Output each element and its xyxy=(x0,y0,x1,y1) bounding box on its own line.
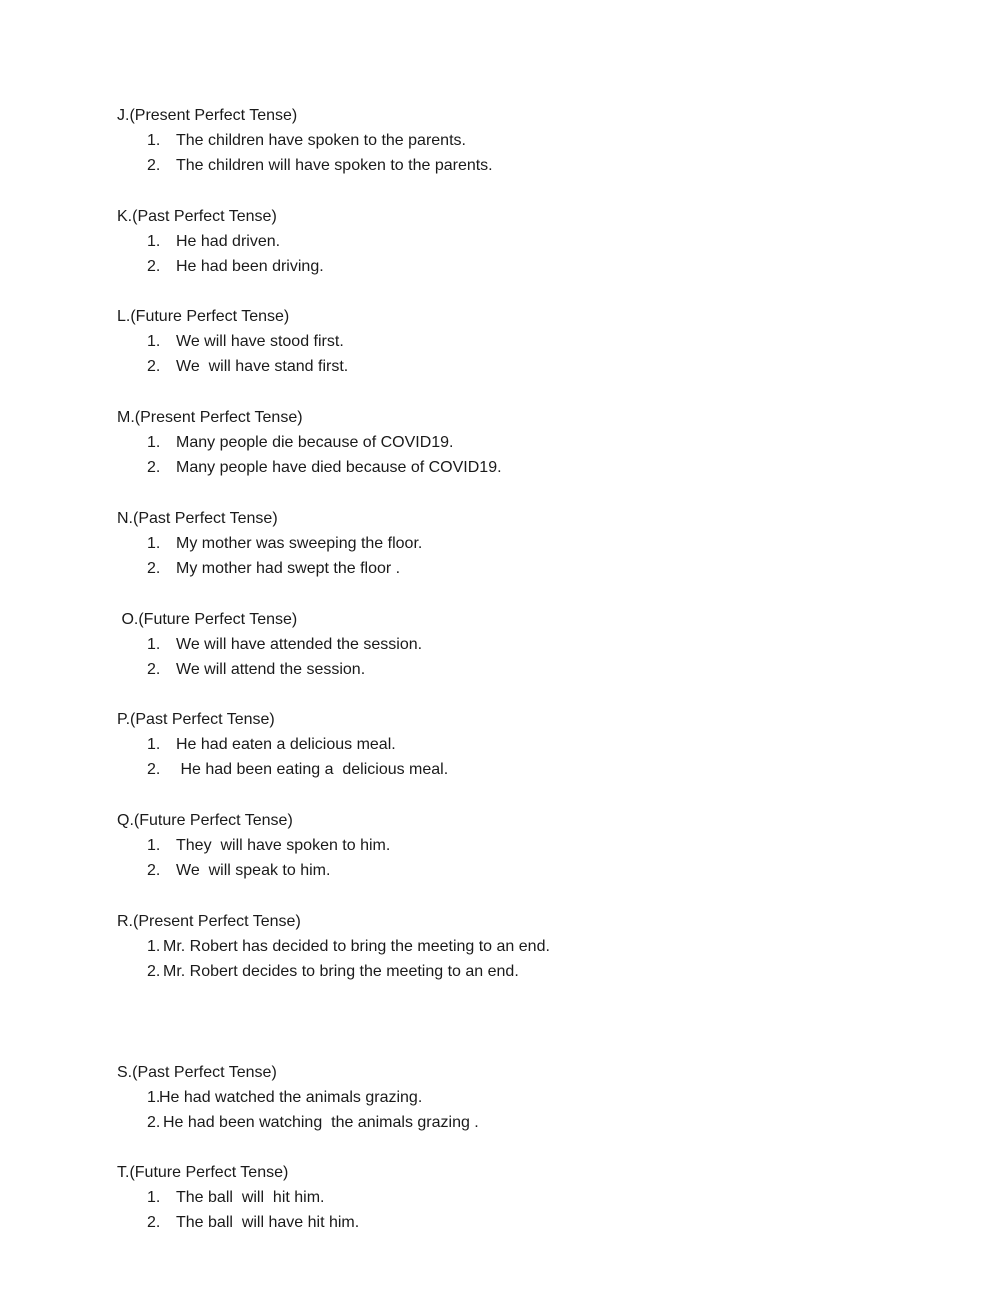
item-number: 2. xyxy=(147,1214,161,1231)
section-heading: R.(Present Perfect Tense) xyxy=(117,913,301,930)
item-text: My mother was sweeping the floor. xyxy=(176,535,423,552)
item-text: The children have spoken to the parents. xyxy=(176,132,466,149)
item-text: The ball will have hit him. xyxy=(176,1214,360,1231)
list-item xyxy=(0,962,519,1042)
item-text: Mr. Robert decides to bring the meeting to an end. xyxy=(163,963,519,980)
item-text: He had been watching the animals grazing . xyxy=(163,1114,479,1131)
item-number: 1. xyxy=(147,736,161,753)
item-text: We will attend the session. xyxy=(176,661,366,678)
item-number: 2. xyxy=(147,358,161,375)
item-number: 2. xyxy=(147,862,161,879)
item-number: 1. xyxy=(147,837,161,854)
section-heading: J.(Present Perfect Tense) xyxy=(117,107,298,124)
item-text: He had driven. xyxy=(176,233,281,250)
list-item xyxy=(0,1213,360,1293)
item-text: He had been driving. xyxy=(176,258,324,275)
item-text: He had been eating a delicious meal. xyxy=(176,761,449,778)
item-number: 1. xyxy=(147,233,161,250)
item-number: 2. xyxy=(147,258,161,275)
item-text: The children will have spoken to the parents. xyxy=(176,157,493,174)
item-text: We will speak to him. xyxy=(176,862,331,879)
item-number: 2. xyxy=(147,761,161,778)
section-heading: T.(Future Perfect Tense) xyxy=(117,1164,289,1181)
item-text: Many people have died because of COVID19. xyxy=(176,459,502,476)
item-text: We will have stand first. xyxy=(176,358,349,375)
item-text: The ball will hit him. xyxy=(176,1189,325,1206)
item-text: Mr. Robert has decided to bring the meeting to an end. xyxy=(163,938,550,955)
section-heading: L.(Future Perfect Tense) xyxy=(117,308,290,325)
item-text: He had eaten a delicious meal. xyxy=(176,736,396,753)
section-heading: K.(Past Perfect Tense) xyxy=(117,208,277,225)
item-text: My mother had swept the floor . xyxy=(176,560,401,577)
section-heading: M.(Present Perfect Tense) xyxy=(117,409,303,426)
item-number: 2. xyxy=(147,963,161,980)
item-text: We will have attended the session. xyxy=(176,636,423,653)
item-number: 1. xyxy=(147,636,161,653)
item-number: 1. xyxy=(147,434,161,451)
item-number: 1. xyxy=(147,535,161,552)
item-number: 2. xyxy=(147,661,161,678)
item-number: 2. xyxy=(147,560,161,577)
item-number: 2. xyxy=(147,157,161,174)
item-text: He had watched the animals grazing. xyxy=(159,1089,423,1106)
item-number: 1. xyxy=(147,1189,161,1206)
item-text: Many people die because of COVID19. xyxy=(176,434,454,451)
item-text: We will have stood first. xyxy=(176,333,344,350)
item-number: 1. xyxy=(147,333,161,350)
section-heading: Q.(Future Perfect Tense) xyxy=(117,812,293,829)
section-heading: P.(Past Perfect Tense) xyxy=(117,711,275,728)
section-heading: N.(Past Perfect Tense) xyxy=(117,510,278,527)
item-number: 1. xyxy=(147,938,161,955)
section-heading: O.(Future Perfect Tense) xyxy=(117,611,298,628)
item-number: 1. xyxy=(147,1089,161,1106)
item-number: 1. xyxy=(147,132,161,149)
section-heading: S.(Past Perfect Tense) xyxy=(117,1064,277,1081)
item-number: 2. xyxy=(147,459,161,476)
item-number: 2. xyxy=(147,1114,161,1131)
item-text: They will have spoken to him. xyxy=(176,837,391,854)
